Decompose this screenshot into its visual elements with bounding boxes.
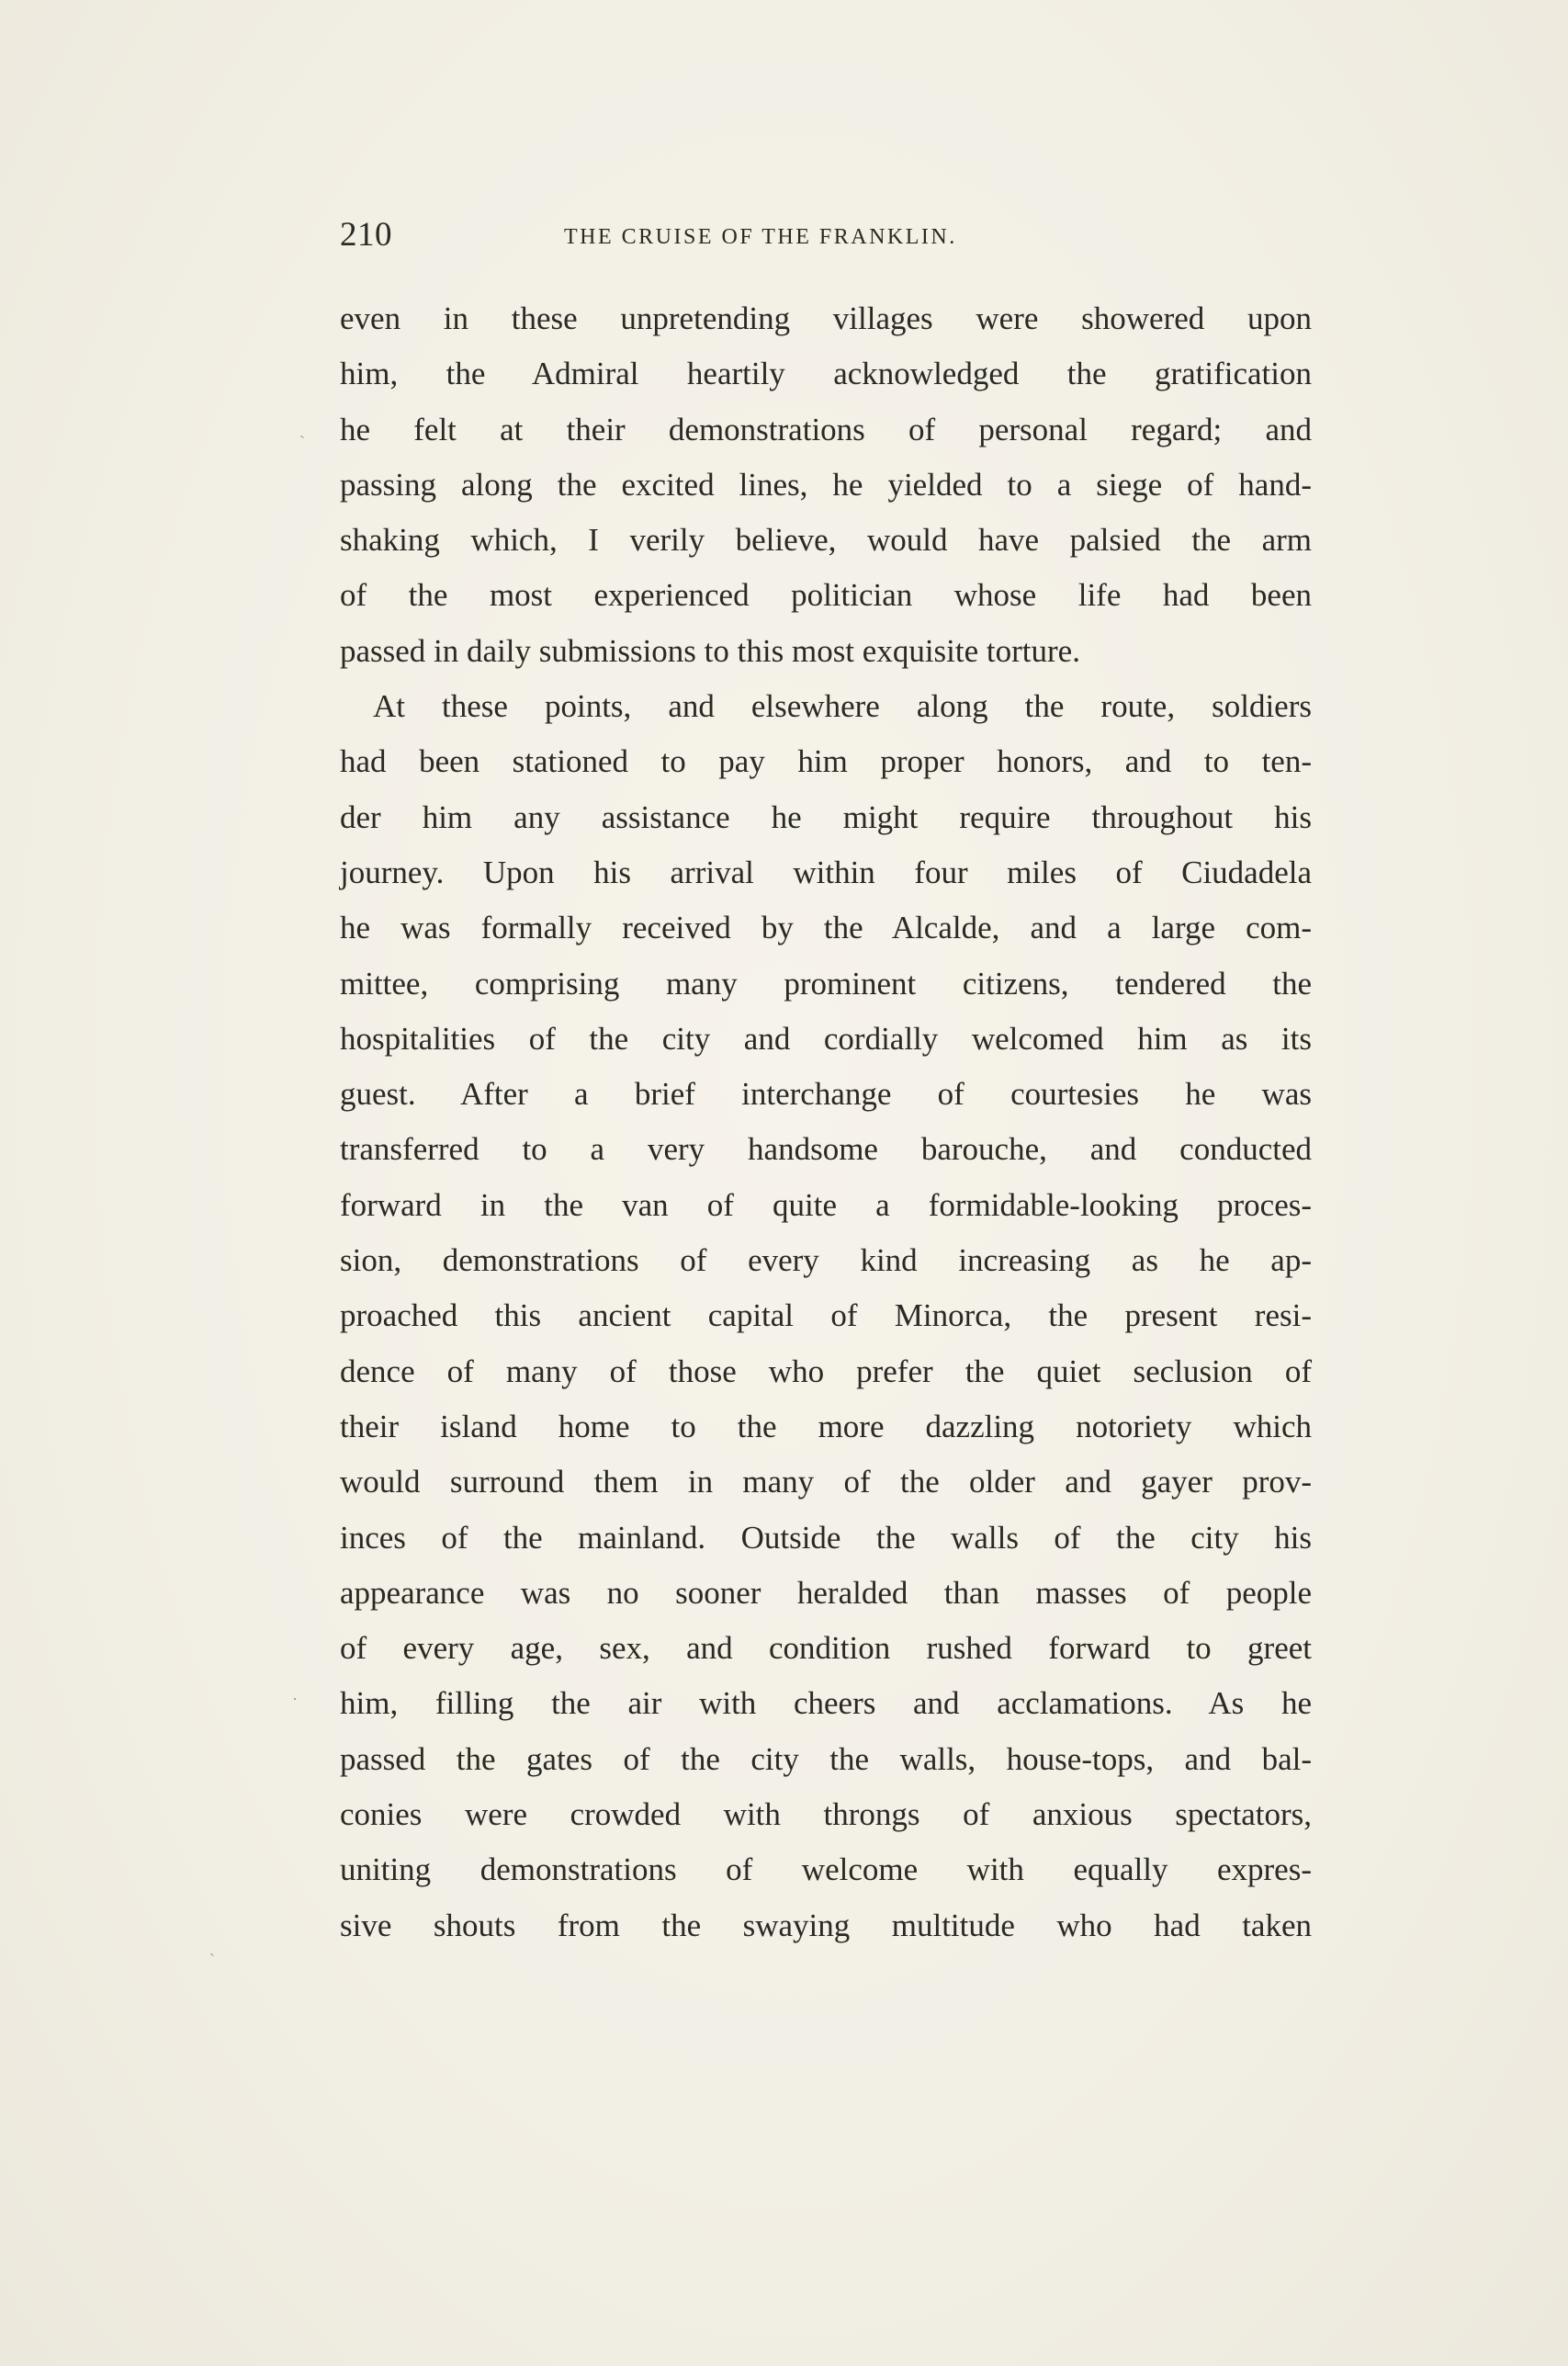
page-header — [340, 213, 1314, 257]
text-line: mittee, comprising many prominent citizens, tendered the — [340, 965, 1312, 1002]
text-line: of every age, sex, and condition rushed forward to greet — [340, 1630, 1312, 1667]
text-line: forward in the van of quite a formidable-looking proces- — [340, 1186, 1312, 1223]
text-line: he felt at their demonstrations of personal regard; and — [340, 411, 1312, 447]
text-line: had been stationed to pay him proper honors, and to ten- — [340, 743, 1312, 780]
text-line: passed the gates of the city the walls, house-tops, and bal- — [340, 1740, 1312, 1777]
text-line: shaking which, I verily believe, would have palsied the arm — [340, 522, 1312, 559]
text-line: him, the Admiral heartily acknowledged the gratification — [340, 356, 1312, 392]
text-line: of the most experienced politician whose life had been — [340, 577, 1312, 614]
text-line: him, filling the air with cheers and acclamations. As he — [340, 1685, 1312, 1722]
text-line: transferred to a very handsome barouche, and conducted — [340, 1131, 1312, 1168]
text-line: would surround them in many of the older and gayer prov- — [340, 1464, 1312, 1500]
page-number: 210 — [340, 216, 392, 254]
text-line: he was formally received by the Alcalde, and a large com- — [340, 910, 1312, 946]
text-line: uniting demonstrations of welcome with equally expres- — [340, 1851, 1312, 1888]
text-line: passing along the excited lines, he yielded to a siege of hand- — [340, 466, 1312, 503]
text-line: conies were crowded with throngs of anxious spectators, — [340, 1796, 1312, 1833]
text-line: proached this ancient capital of Minorca, the present resi- — [340, 1297, 1312, 1334]
text-line: passed in daily submissions to this most exquisite torture. — [340, 632, 1080, 669]
text-line: At these points, and elsewhere along the route, soldiers — [373, 688, 1312, 725]
text-line: dence of many of those who prefer the quiet seclusion of — [340, 1353, 1312, 1389]
text-line: inces of the mainland. Outside the walls of the city his — [340, 1519, 1312, 1556]
body-text — [340, 291, 1312, 1953]
text-line: guest. After a brief interchange of courtesies he was — [340, 1076, 1312, 1113]
text-line: even in these unpretending villages were showered upon — [340, 300, 1312, 336]
text-line: journey. Upon his arrival within four miles of Ciudadela — [340, 854, 1312, 890]
margin-speck: · — [292, 1690, 298, 1708]
text-line: der him any assistance he might require throughout his — [340, 798, 1312, 835]
margin-speck: ˎ — [299, 420, 305, 438]
text-line: their island home to the more dazzling notoriety which — [340, 1408, 1312, 1444]
text-line: sive shouts from the swaying multitude who had taken — [340, 1907, 1312, 1943]
text-line: sion, demonstrations of every kind increasing as he ap- — [340, 1242, 1312, 1279]
running-head: THE CRUISE OF THE FRANKLIN. — [564, 225, 957, 249]
text-line: hospitalities of the city and cordially welcomed him as its — [340, 1020, 1312, 1057]
text-line: appearance was no sooner heralded than masses of people — [340, 1574, 1312, 1611]
margin-speck: ˏ — [209, 1938, 215, 1956]
